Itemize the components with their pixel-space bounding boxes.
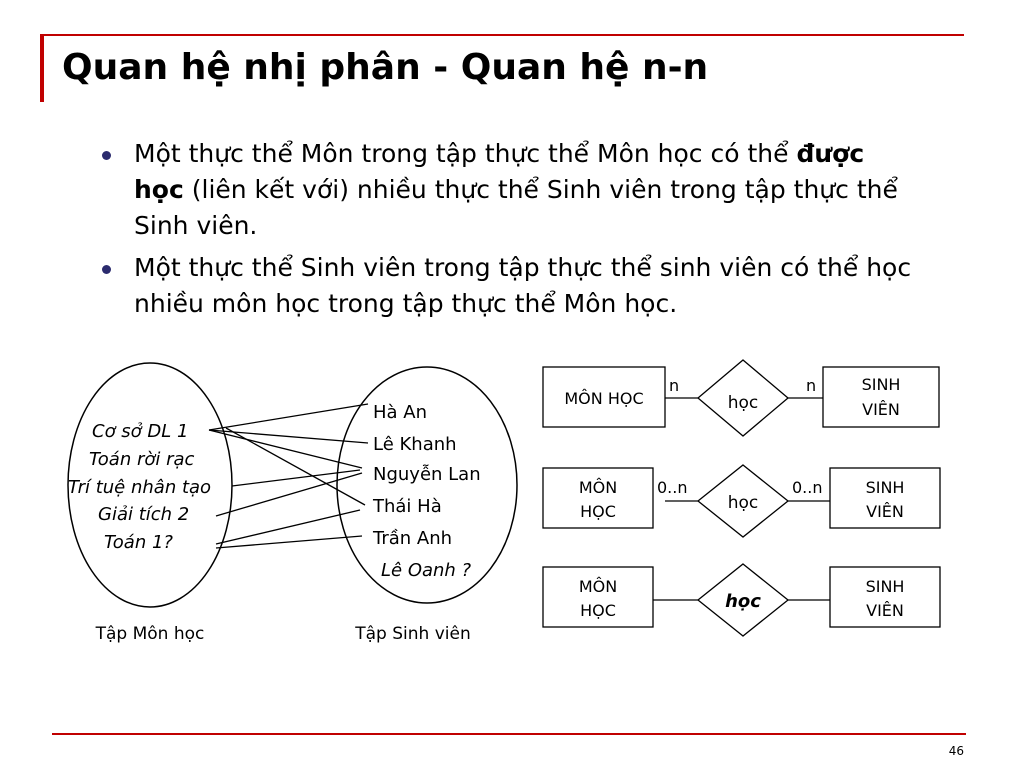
- link-line: [216, 510, 360, 544]
- entity-label: HỌC: [580, 502, 616, 521]
- page-number: 46: [948, 744, 964, 758]
- set-diagram: [0, 360, 530, 650]
- course-item: Cơ sở DL 1: [92, 421, 189, 442]
- slide-title: Quan hệ nhị phân - Quan hệ n-n: [62, 47, 709, 88]
- bullet-dot-icon: [102, 151, 111, 160]
- link-line: [232, 470, 360, 486]
- entity-label: SINH: [861, 375, 901, 394]
- bullet-item-1: [100, 136, 920, 244]
- student-item: Thái Hà: [373, 496, 442, 517]
- bottom-rule: [52, 733, 966, 735]
- course-item: Toán 1?: [104, 532, 173, 553]
- relationship-label: học: [725, 591, 761, 612]
- student-set-label: Tập Sinh viên: [355, 624, 471, 644]
- entity-label: HỌC: [580, 601, 616, 620]
- er-row-2: [543, 465, 940, 537]
- er-row-1: [543, 360, 939, 436]
- link-line: [209, 404, 368, 430]
- course-item: Trí tuệ nhân tạo: [68, 477, 212, 498]
- entity-label: MÔN: [578, 478, 618, 497]
- entity-label: SINH: [865, 577, 905, 596]
- cardinality-right: 0..n: [792, 478, 823, 497]
- entity-label: MÔN: [578, 577, 618, 596]
- student-item: Lê Khanh: [373, 434, 457, 455]
- student-item: Lê Oanh ?: [381, 560, 472, 581]
- bullet-list: [100, 136, 920, 328]
- course-set-label: Tập Môn học: [95, 624, 205, 644]
- entity-label: SINH: [865, 478, 905, 497]
- bullet-item-2: [100, 250, 920, 322]
- student-item: Hà An: [373, 402, 428, 423]
- entity-label: MÔN HỌC: [564, 389, 644, 408]
- bullet-1-before: Một thực thể Môn trong tập thực thể Môn học có thể: [134, 139, 797, 168]
- entity-label: VIÊN: [866, 502, 904, 521]
- bullet-2-text: Một thực thể Sinh viên trong tập thực thể sinh viên có thể học nhiều môn học trong tập thực thể Môn học.: [134, 253, 912, 318]
- relationship-label: học: [727, 493, 759, 513]
- er-diagrams: [530, 355, 950, 645]
- title-accent-bar: [40, 34, 44, 102]
- bullet-1-bold: được học: [134, 139, 865, 204]
- cardinality-left: 0..n: [657, 478, 688, 497]
- course-item: Giải tích 2: [98, 504, 190, 525]
- student-item: Nguyễn Lan: [373, 464, 481, 485]
- entity-label: VIÊN: [866, 601, 904, 620]
- top-rule: [40, 34, 964, 36]
- er-row-3: [543, 564, 940, 636]
- cardinality-right: n: [806, 376, 817, 395]
- course-item: Toán rời rạc: [89, 449, 195, 470]
- link-line: [216, 536, 362, 548]
- student-item: Trần Anh: [373, 528, 453, 549]
- bullet-1-after: (liên kết với) nhiều thực thể Sinh viên trong tập thực thể Sinh viên.: [134, 175, 898, 240]
- connection-lines: [209, 404, 368, 548]
- bullet-dot-icon: [102, 265, 111, 274]
- entity-label: VIÊN: [862, 400, 900, 419]
- relationship-label: học: [727, 393, 759, 413]
- cardinality-left: n: [669, 376, 680, 395]
